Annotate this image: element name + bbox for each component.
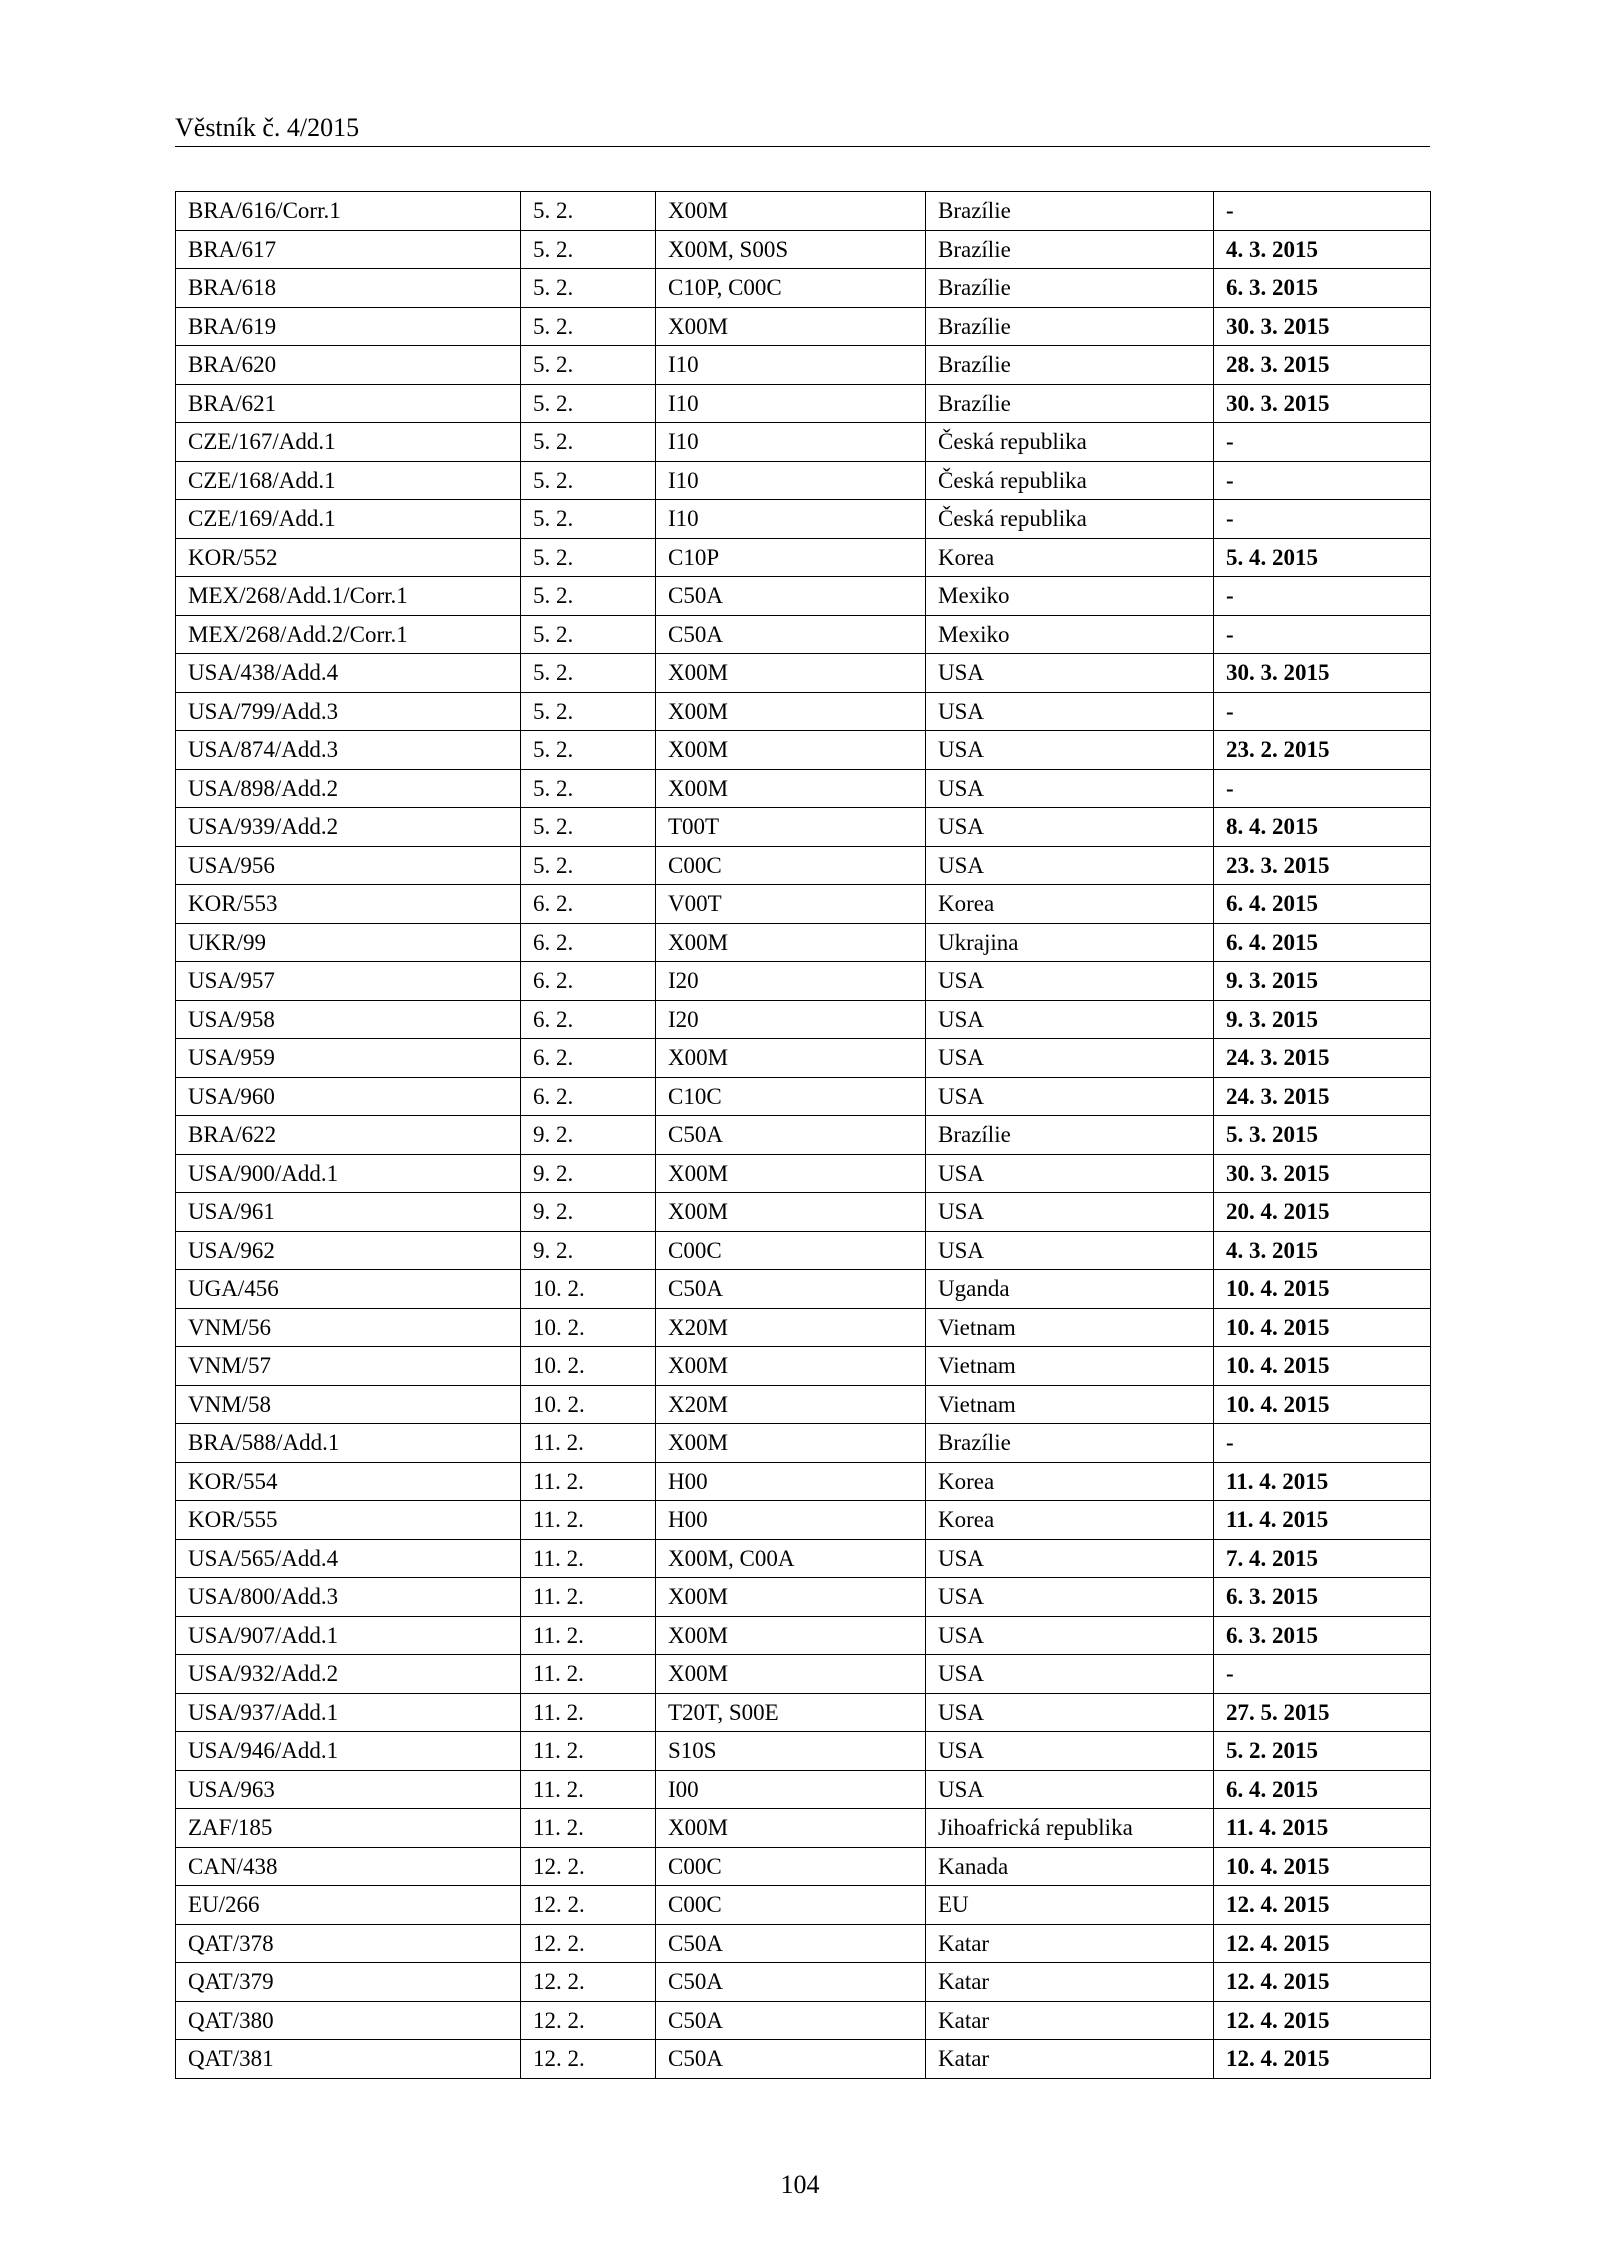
document-symbol-cell: MEX/268/Add.2/Corr.1	[176, 615, 521, 654]
date-cell: 12. 2.	[521, 2040, 656, 2079]
country-cell: Brazílie	[926, 384, 1214, 423]
country-cell: Uganda	[926, 1270, 1214, 1309]
document-symbol-cell: USA/937/Add.1	[176, 1693, 521, 1732]
deadline-cell: 24. 3. 2015	[1214, 1039, 1431, 1078]
code-cell: X20M	[656, 1385, 926, 1424]
date-cell: 5. 2.	[521, 461, 656, 500]
deadline-cell: 20. 4. 2015	[1214, 1193, 1431, 1232]
code-cell: S10S	[656, 1732, 926, 1771]
deadline-cell: 12. 4. 2015	[1214, 1886, 1431, 1925]
code-cell: T00T	[656, 808, 926, 847]
code-cell: X00M	[656, 769, 926, 808]
date-cell: 5. 2.	[521, 307, 656, 346]
document-symbol-cell: USA/565/Add.4	[176, 1539, 521, 1578]
table-row	[176, 384, 1431, 423]
document-symbol-cell: EU/266	[176, 1886, 521, 1925]
deadline-cell: 4. 3. 2015	[1214, 1231, 1431, 1270]
document-symbol-cell: BRA/617	[176, 230, 521, 269]
code-cell: T20T, S00E	[656, 1693, 926, 1732]
deadline-cell: 12. 4. 2015	[1214, 1924, 1431, 1963]
date-cell: 11. 2.	[521, 1501, 656, 1540]
document-symbol-cell: USA/960	[176, 1077, 521, 1116]
country-cell: USA	[926, 1693, 1214, 1732]
date-cell: 9. 2.	[521, 1116, 656, 1155]
country-cell: Korea	[926, 885, 1214, 924]
country-cell: Korea	[926, 538, 1214, 577]
document-symbol-cell: ZAF/185	[176, 1809, 521, 1848]
deadline-cell: 11. 4. 2015	[1214, 1462, 1431, 1501]
country-cell: Brazílie	[926, 346, 1214, 385]
document-symbol-cell: QAT/381	[176, 2040, 521, 2079]
code-cell: X00M	[656, 1424, 926, 1463]
table-row	[176, 269, 1431, 308]
country-cell: Katar	[926, 1924, 1214, 1963]
deadline-cell: 4. 3. 2015	[1214, 230, 1431, 269]
deadline-cell: -	[1214, 1424, 1431, 1463]
document-symbol-cell: KOR/552	[176, 538, 521, 577]
country-cell: Katar	[926, 1963, 1214, 2002]
deadline-cell: -	[1214, 615, 1431, 654]
code-cell: C00C	[656, 1847, 926, 1886]
code-cell: X00M	[656, 192, 926, 231]
date-cell: 5. 2.	[521, 346, 656, 385]
date-cell: 6. 2.	[521, 1000, 656, 1039]
country-cell: Brazílie	[926, 192, 1214, 231]
code-cell: I10	[656, 461, 926, 500]
deadline-cell: 30. 3. 2015	[1214, 307, 1431, 346]
country-cell: Česká republika	[926, 500, 1214, 539]
country-cell: Korea	[926, 1501, 1214, 1540]
table-row	[176, 423, 1431, 462]
code-cell: X00M	[656, 1347, 926, 1386]
code-cell: X00M	[656, 654, 926, 693]
table-row	[176, 1924, 1431, 1963]
code-cell: I10	[656, 346, 926, 385]
deadline-cell: 8. 4. 2015	[1214, 808, 1431, 847]
country-cell: Česká republika	[926, 461, 1214, 500]
document-symbol-cell: USA/956	[176, 846, 521, 885]
document-symbol-cell: USA/898/Add.2	[176, 769, 521, 808]
document-symbol-cell: VNM/58	[176, 1385, 521, 1424]
code-cell: H00	[656, 1501, 926, 1540]
table-row	[176, 1847, 1431, 1886]
document-symbol-cell: USA/962	[176, 1231, 521, 1270]
code-cell: X00M	[656, 1154, 926, 1193]
date-cell: 10. 2.	[521, 1347, 656, 1386]
code-cell: C50A	[656, 615, 926, 654]
date-cell: 9. 2.	[521, 1154, 656, 1193]
table-row	[176, 230, 1431, 269]
country-cell: USA	[926, 1231, 1214, 1270]
code-cell: X00M	[656, 307, 926, 346]
date-cell: 6. 2.	[521, 1077, 656, 1116]
date-cell: 5. 2.	[521, 769, 656, 808]
country-cell: Brazílie	[926, 1116, 1214, 1155]
table-row	[176, 692, 1431, 731]
document-symbol-cell: CAN/438	[176, 1847, 521, 1886]
code-cell: I20	[656, 1000, 926, 1039]
deadline-cell: -	[1214, 500, 1431, 539]
deadline-cell: 10. 4. 2015	[1214, 1847, 1431, 1886]
date-cell: 5. 2.	[521, 230, 656, 269]
table-row	[176, 346, 1431, 385]
code-cell: C50A	[656, 1963, 926, 2002]
date-cell: 10. 2.	[521, 1270, 656, 1309]
deadline-cell: 12. 4. 2015	[1214, 2001, 1431, 2040]
deadline-cell: 5. 3. 2015	[1214, 1116, 1431, 1155]
date-cell: 11. 2.	[521, 1770, 656, 1809]
document-symbol-cell: USA/932/Add.2	[176, 1655, 521, 1694]
country-cell: USA	[926, 808, 1214, 847]
table-row	[176, 1539, 1431, 1578]
document-symbol-cell: CZE/167/Add.1	[176, 423, 521, 462]
table-row	[176, 2001, 1431, 2040]
document-symbol-cell: USA/939/Add.2	[176, 808, 521, 847]
date-cell: 11. 2.	[521, 1693, 656, 1732]
code-cell: C50A	[656, 1116, 926, 1155]
deadline-cell: 5. 4. 2015	[1214, 538, 1431, 577]
document-symbol-cell: USA/874/Add.3	[176, 731, 521, 770]
document-symbol-cell: USA/957	[176, 962, 521, 1001]
country-cell: USA	[926, 1154, 1214, 1193]
date-cell: 12. 2.	[521, 1847, 656, 1886]
code-cell: X00M	[656, 731, 926, 770]
country-cell: USA	[926, 692, 1214, 731]
country-cell: Vietnam	[926, 1385, 1214, 1424]
country-cell: USA	[926, 1193, 1214, 1232]
deadline-cell: 23. 3. 2015	[1214, 846, 1431, 885]
date-cell: 11. 2.	[521, 1655, 656, 1694]
code-cell: X00M	[656, 923, 926, 962]
date-cell: 6. 2.	[521, 962, 656, 1001]
code-cell: I10	[656, 423, 926, 462]
document-symbol-cell: BRA/588/Add.1	[176, 1424, 521, 1463]
code-cell: X00M	[656, 1616, 926, 1655]
table-row	[176, 2040, 1431, 2079]
deadline-cell: 24. 3. 2015	[1214, 1077, 1431, 1116]
code-cell: C00C	[656, 1886, 926, 1925]
date-cell: 5. 2.	[521, 731, 656, 770]
date-cell: 6. 2.	[521, 923, 656, 962]
document-symbol-cell: USA/959	[176, 1039, 521, 1078]
country-cell: Vietnam	[926, 1308, 1214, 1347]
country-cell: Brazílie	[926, 1424, 1214, 1463]
country-cell: Jihoafrická republika	[926, 1809, 1214, 1848]
deadline-cell: -	[1214, 692, 1431, 731]
country-cell: USA	[926, 1077, 1214, 1116]
deadline-cell: 9. 3. 2015	[1214, 1000, 1431, 1039]
document-symbol-cell: BRA/616/Corr.1	[176, 192, 521, 231]
document-symbol-cell: QAT/380	[176, 2001, 521, 2040]
code-cell: X00M	[656, 1809, 926, 1848]
country-cell: Brazílie	[926, 269, 1214, 308]
date-cell: 12. 2.	[521, 1924, 656, 1963]
country-cell: USA	[926, 731, 1214, 770]
code-cell: C50A	[656, 2040, 926, 2079]
document-symbol-cell: QAT/378	[176, 1924, 521, 1963]
table-row	[176, 1116, 1431, 1155]
document-symbol-cell: BRA/621	[176, 384, 521, 423]
code-cell: C10P, C00C	[656, 269, 926, 308]
table-row	[176, 1193, 1431, 1232]
table-row	[176, 731, 1431, 770]
country-cell: USA	[926, 1655, 1214, 1694]
date-cell: 5. 2.	[521, 538, 656, 577]
table-row	[176, 1616, 1431, 1655]
date-cell: 11. 2.	[521, 1539, 656, 1578]
table-row	[176, 1039, 1431, 1078]
date-cell: 9. 2.	[521, 1193, 656, 1232]
table-row	[176, 885, 1431, 924]
country-cell: Katar	[926, 2040, 1214, 2079]
code-cell: X00M	[656, 1655, 926, 1694]
deadline-cell: -	[1214, 423, 1431, 462]
table-row	[176, 1501, 1431, 1540]
deadline-cell: 10. 4. 2015	[1214, 1347, 1431, 1386]
country-cell: Česká republika	[926, 423, 1214, 462]
deadline-cell: -	[1214, 192, 1431, 231]
country-cell: Kanada	[926, 1847, 1214, 1886]
code-cell: I20	[656, 962, 926, 1001]
table-row	[176, 1154, 1431, 1193]
country-cell: Katar	[926, 2001, 1214, 2040]
deadline-cell: 10. 4. 2015	[1214, 1385, 1431, 1424]
code-cell: X20M	[656, 1308, 926, 1347]
code-cell: X00M, C00A	[656, 1539, 926, 1578]
table-row	[176, 1077, 1431, 1116]
date-cell: 5. 2.	[521, 808, 656, 847]
country-cell: USA	[926, 962, 1214, 1001]
date-cell: 5. 2.	[521, 192, 656, 231]
code-cell: X00M	[656, 1039, 926, 1078]
table-row	[176, 615, 1431, 654]
code-cell: C50A	[656, 2001, 926, 2040]
table-row	[176, 769, 1431, 808]
date-cell: 6. 2.	[521, 1039, 656, 1078]
code-cell: C10C	[656, 1077, 926, 1116]
code-cell: C00C	[656, 1231, 926, 1270]
document-symbol-cell: QAT/379	[176, 1963, 521, 2002]
table-row	[176, 461, 1431, 500]
table-row	[176, 1270, 1431, 1309]
date-cell: 6. 2.	[521, 885, 656, 924]
deadline-cell: -	[1214, 461, 1431, 500]
table-row	[176, 1732, 1431, 1771]
document-symbol-cell: UKR/99	[176, 923, 521, 962]
code-cell: C10P	[656, 538, 926, 577]
deadline-cell: -	[1214, 577, 1431, 616]
document-symbol-cell: USA/900/Add.1	[176, 1154, 521, 1193]
table-row	[176, 1655, 1431, 1694]
document-symbol-cell: CZE/169/Add.1	[176, 500, 521, 539]
code-cell: C00C	[656, 846, 926, 885]
document-symbol-cell: USA/800/Add.3	[176, 1578, 521, 1617]
date-cell: 12. 2.	[521, 1963, 656, 2002]
deadline-cell: 30. 3. 2015	[1214, 654, 1431, 693]
deadline-cell: 12. 4. 2015	[1214, 1963, 1431, 2002]
country-cell: USA	[926, 1000, 1214, 1039]
country-cell: Ukrajina	[926, 923, 1214, 962]
date-cell: 11. 2.	[521, 1809, 656, 1848]
table-row	[176, 808, 1431, 847]
code-cell: I10	[656, 384, 926, 423]
document-symbol-cell: VNM/57	[176, 1347, 521, 1386]
country-cell: Mexiko	[926, 577, 1214, 616]
table-row	[176, 1231, 1431, 1270]
country-cell: USA	[926, 1578, 1214, 1617]
document-symbol-cell: USA/438/Add.4	[176, 654, 521, 693]
date-cell: 12. 2.	[521, 1886, 656, 1925]
country-cell: USA	[926, 1539, 1214, 1578]
code-cell: I10	[656, 500, 926, 539]
date-cell: 11. 2.	[521, 1578, 656, 1617]
country-cell: Brazílie	[926, 230, 1214, 269]
deadline-cell: 6. 3. 2015	[1214, 1616, 1431, 1655]
notifications-table	[175, 191, 1431, 2079]
document-symbol-cell: UGA/456	[176, 1270, 521, 1309]
date-cell: 12. 2.	[521, 2001, 656, 2040]
page-number: 104	[780, 2170, 820, 2199]
code-cell: X00M	[656, 692, 926, 731]
code-cell: C50A	[656, 1270, 926, 1309]
document-symbol-cell: USA/961	[176, 1193, 521, 1232]
deadline-cell: 9. 3. 2015	[1214, 962, 1431, 1001]
deadline-cell: 7. 4. 2015	[1214, 1539, 1431, 1578]
document-symbol-cell: USA/946/Add.1	[176, 1732, 521, 1771]
document-symbol-cell: KOR/555	[176, 1501, 521, 1540]
deadline-cell: 5. 2. 2015	[1214, 1732, 1431, 1771]
date-cell: 5. 2.	[521, 269, 656, 308]
table-row	[176, 1462, 1431, 1501]
deadline-cell: 30. 3. 2015	[1214, 384, 1431, 423]
date-cell: 5. 2.	[521, 500, 656, 539]
code-cell: X00M	[656, 1193, 926, 1232]
table-row	[176, 192, 1431, 231]
deadline-cell: -	[1214, 1655, 1431, 1694]
table-row	[176, 654, 1431, 693]
table-row	[176, 500, 1431, 539]
document-symbol-cell: VNM/56	[176, 1308, 521, 1347]
date-cell: 5. 2.	[521, 846, 656, 885]
document-symbol-cell: BRA/622	[176, 1116, 521, 1155]
deadline-cell: 10. 4. 2015	[1214, 1308, 1431, 1347]
deadline-cell: 23. 2. 2015	[1214, 731, 1431, 770]
document-symbol-cell: USA/958	[176, 1000, 521, 1039]
code-cell: V00T	[656, 885, 926, 924]
deadline-cell: 28. 3. 2015	[1214, 346, 1431, 385]
table-row	[176, 923, 1431, 962]
code-cell: C50A	[656, 1924, 926, 1963]
date-cell: 11. 2.	[521, 1616, 656, 1655]
code-cell: H00	[656, 1462, 926, 1501]
page-header-title: Věstník č. 4/2015	[175, 113, 360, 142]
deadline-cell: 27. 5. 2015	[1214, 1693, 1431, 1732]
document-symbol-cell: BRA/620	[176, 346, 521, 385]
deadline-cell: 6. 3. 2015	[1214, 1578, 1431, 1617]
document-symbol-cell: KOR/554	[176, 1462, 521, 1501]
table-row	[176, 846, 1431, 885]
country-cell: USA	[926, 1732, 1214, 1771]
header-divider	[175, 146, 1430, 147]
document-symbol-cell: USA/799/Add.3	[176, 692, 521, 731]
deadline-cell: 11. 4. 2015	[1214, 1501, 1431, 1540]
table-row	[176, 1578, 1431, 1617]
table-row	[176, 577, 1431, 616]
country-cell: USA	[926, 846, 1214, 885]
document-symbol-cell: USA/907/Add.1	[176, 1616, 521, 1655]
document-symbol-cell: BRA/618	[176, 269, 521, 308]
table-row	[176, 962, 1431, 1001]
date-cell: 11. 2.	[521, 1424, 656, 1463]
country-cell: Mexiko	[926, 615, 1214, 654]
code-cell: C50A	[656, 577, 926, 616]
date-cell: 9. 2.	[521, 1231, 656, 1270]
deadline-cell: 6. 4. 2015	[1214, 885, 1431, 924]
date-cell: 5. 2.	[521, 654, 656, 693]
date-cell: 5. 2.	[521, 384, 656, 423]
table-row	[176, 1770, 1431, 1809]
date-cell: 5. 2.	[521, 692, 656, 731]
deadline-cell: 30. 3. 2015	[1214, 1154, 1431, 1193]
deadline-cell: 6. 3. 2015	[1214, 269, 1431, 308]
table-body	[176, 192, 1431, 2079]
deadline-cell: -	[1214, 769, 1431, 808]
country-cell: Korea	[926, 1462, 1214, 1501]
country-cell: Vietnam	[926, 1347, 1214, 1386]
date-cell: 10. 2.	[521, 1308, 656, 1347]
table-row	[176, 1886, 1431, 1925]
country-cell: Brazílie	[926, 307, 1214, 346]
country-cell: USA	[926, 1770, 1214, 1809]
date-cell: 11. 2.	[521, 1462, 656, 1501]
table-row	[176, 307, 1431, 346]
document-symbol-cell: CZE/168/Add.1	[176, 461, 521, 500]
table-row	[176, 1424, 1431, 1463]
date-cell: 11. 2.	[521, 1732, 656, 1771]
country-cell: USA	[926, 1616, 1214, 1655]
document-symbol-cell: KOR/553	[176, 885, 521, 924]
deadline-cell: 10. 4. 2015	[1214, 1270, 1431, 1309]
table-row	[176, 1385, 1431, 1424]
code-cell: I00	[656, 1770, 926, 1809]
deadline-cell: 11. 4. 2015	[1214, 1809, 1431, 1848]
country-cell: USA	[926, 654, 1214, 693]
country-cell: USA	[926, 769, 1214, 808]
table-row	[176, 1809, 1431, 1848]
table-row	[176, 1693, 1431, 1732]
document-symbol-cell: MEX/268/Add.1/Corr.1	[176, 577, 521, 616]
code-cell: X00M	[656, 1578, 926, 1617]
deadline-cell: 12. 4. 2015	[1214, 2040, 1431, 2079]
deadline-cell: 6. 4. 2015	[1214, 1770, 1431, 1809]
table-row	[176, 1963, 1431, 2002]
table-row	[176, 1308, 1431, 1347]
date-cell: 5. 2.	[521, 615, 656, 654]
date-cell: 5. 2.	[521, 423, 656, 462]
date-cell: 5. 2.	[521, 577, 656, 616]
code-cell: X00M, S00S	[656, 230, 926, 269]
date-cell: 10. 2.	[521, 1385, 656, 1424]
table-row	[176, 1000, 1431, 1039]
document-symbol-cell: USA/963	[176, 1770, 521, 1809]
country-cell: EU	[926, 1886, 1214, 1925]
table-row	[176, 538, 1431, 577]
document-symbol-cell: BRA/619	[176, 307, 521, 346]
table-row	[176, 1347, 1431, 1386]
country-cell: USA	[926, 1039, 1214, 1078]
deadline-cell: 6. 4. 2015	[1214, 923, 1431, 962]
